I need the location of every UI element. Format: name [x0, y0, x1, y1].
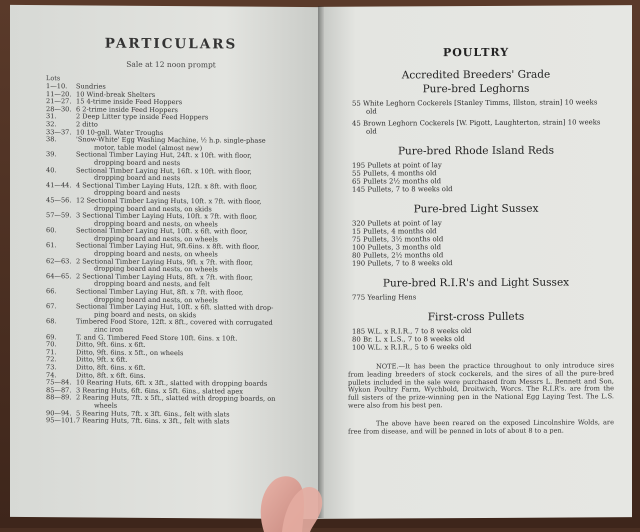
lot-description-continued: wheels [94, 401, 118, 410]
lot-description-continued: dropping board and nests, on wheels [94, 234, 218, 244]
lot-description-text: 6 2-trime inside Feed Hoppers [76, 105, 178, 114]
lot-description-text: 2 ditto [76, 120, 98, 129]
lot-description-text: Sundries [76, 82, 106, 91]
breed-heading: Pure-bred Rhode Island Reds [397, 144, 555, 158]
lot-description-text: 2 Sectional Timber Laying Huts, 9ft. x 7ft. with floor, [76, 257, 253, 267]
stock-entry [352, 292, 614, 301]
stock-entry [352, 98, 614, 115]
rearing-note: The above have been reared on the exposed Lincolnshire Wolds, are free from disease, and will be penned in lots of about 8 to a pen. [348, 418, 614, 436]
stock-entry-text: 45 Brown Leghorn Cockerels [W. Pigott, Laughterton, strain] 10 weeks [352, 118, 601, 128]
lots-column-header: Lots [46, 74, 61, 83]
stock-entry-text: 775 Yearling Hens [352, 293, 417, 302]
lot-description-text: 12 Sectional Timber Laying Huts, 10ft. x 7ft. with floor, [76, 196, 262, 206]
lot-number: 32. [46, 120, 57, 129]
breeding-note: NOTE.—It has been the practice throughout to only introduce sires from leading breeders of stock cockerels, and the sires of all the pure-bred pullets included in the sale were purchased from Messrs L. Bennett and Son, Wykon Poultry Farm, Wychbold, Droitwich, Worcs. The R.I.R's. are from the full sisters of the prize-winning pen in the National Egg Laying Test. The L.S. were also from his best pen. [348, 361, 614, 410]
lot-number: 75—84. [46, 378, 72, 387]
lot-number: 70. [46, 340, 57, 349]
particulars-title: PARTICULARS [104, 35, 238, 53]
lot-number: 31. [46, 112, 57, 121]
lot-description-text: 2 Deep Litter type inside Feed Hoppers [76, 112, 209, 122]
stock-entry [352, 118, 614, 135]
stock-entry-continued: old [366, 127, 377, 136]
lot-description-text: 3 Sectional Timber Laying Huts, 10ft. x 7ft. with floor, [76, 211, 258, 221]
breed-heading: Pure-bred Leghorns [422, 82, 530, 96]
stock-entry-text: 80 Pullets, 2½ months old [352, 251, 444, 260]
lot-number: 85—87. [46, 385, 72, 395]
lot-description-continued: dropping board and nests, on wheels [94, 295, 218, 305]
lot-number: 21—27. [46, 97, 72, 106]
holding-finger [244, 468, 332, 532]
stock-entry-continued: old [366, 107, 377, 116]
lot-description-text: 10 Rearing Huts, 6ft. x 3ft., slatted with dropping boards [76, 378, 268, 388]
poultry-sections [338, 82, 614, 351]
stock-entry-text: 55 Pullets, 4 months old [352, 169, 437, 178]
lot-number: 45—56. [46, 196, 72, 205]
lot-number: 11—20. [46, 89, 72, 98]
open-booklet [10, 6, 632, 518]
lot-description-continued: dropping board and nests [94, 173, 181, 183]
lot-number: 68. [46, 317, 57, 326]
lot-description-text: Sectional Timber Laying Hut, 9ft.6ins. x 8ft. with floor, [76, 241, 260, 252]
lot-number: 66. [46, 287, 57, 296]
lot-description-text: Sectional Timber Laying Hut, 10ft. x 6ft. slatted with drop- [76, 302, 274, 312]
lot-description-continued: dropping board and nests [94, 188, 181, 198]
breed-heading: First-cross Pullets [427, 310, 525, 324]
breed-heading: Pure-bred R.I.R's and Light Sussex [382, 276, 570, 290]
lot-number: 90—94. [46, 408, 72, 417]
lot-number: 67. [46, 302, 57, 311]
lot-description-text: Sectional Timber Laying Hut, 10ft. x 6ft. with floor, [76, 226, 248, 236]
lot-number: 39. [46, 150, 57, 159]
stock-entry-text: 75 Pullets, 3½ months old [352, 235, 444, 244]
lot-description-text: 15 4-trime inside Feed Hoppers [76, 97, 183, 107]
left-page-particulars [10, 5, 318, 519]
lot-description-text: 3 Rearing Huts, 6ft. 6ins. x 5ft. 6ins., slatted apex [76, 386, 243, 396]
stock-entry-text: 195 Pullets at point of lay [352, 161, 442, 170]
booklet-spine [318, 6, 324, 518]
lot-number: 41—44. [46, 180, 72, 190]
lot-description-text: 'Snow-White' Egg Washing Machine, ½ h.p. single-phase [76, 135, 266, 145]
stock-entry-text: 320 Pullets at point of lay [352, 219, 442, 228]
lot-description-continued: dropping board and nests, on wheels [94, 264, 218, 274]
stock-entry-text: 145 Pullets, 7 to 8 weeks old [352, 185, 453, 194]
lot-number: 28—30. [46, 104, 72, 114]
lot-description-text: 7 Rearing Huts, 7ft. 6ins. x 3ft., felt with slats [76, 416, 230, 426]
stock-entry-text: 185 W.L. x R.I.R., 7 to 8 weeks old [352, 327, 472, 336]
lot-description-continued: dropping board and nests [94, 158, 181, 168]
stock-entry [352, 184, 614, 193]
stock-entry-text: 100 Pullets, 3 months old [352, 243, 441, 252]
lot-number: 40. [46, 165, 57, 174]
lot-description-continued: dropping board and nests, on wheels [94, 219, 218, 229]
lot-description-text: Ditto, 9ft. x 6ft. [76, 355, 128, 365]
sale-time-note: Sale at 12 noon prompt [126, 59, 216, 70]
stock-entry [352, 342, 614, 351]
lot-description-continued: zinc iron [94, 325, 124, 334]
lot-description-text: Ditto, 9ft. 6ins. x 5ft., on wheels [76, 348, 184, 357]
lot-number: 73. [46, 363, 57, 372]
lot-number: 61. [46, 241, 57, 250]
lot-number: 88—89. [46, 393, 72, 402]
right-page-poultry [318, 5, 632, 519]
lot-description-text: Ditto, 9ft. 6ins. x 6ft. [76, 340, 146, 350]
lot-number: 64—65. [46, 272, 72, 281]
lot-description-text: 4 Sectional Timber Laying Huts, 12ft. x 8ft. with floor, [76, 181, 258, 191]
stock-entry-text: 65 Pullets 2½ months old [352, 177, 442, 186]
lot-description-text: 10 Wind-break Shelters [76, 89, 156, 99]
lot-description-text: T. and G. Timbered Feed Store 10ft. 6ins. x 10ft. [76, 332, 238, 343]
lot-description-continued: motor, table model (almost new) [94, 143, 203, 153]
stock-entry-text: 15 Pullets, 4 months old [352, 227, 437, 236]
lot-description-continued: dropping board and nests, on skids [94, 204, 212, 213]
lot-number: 57—59. [46, 211, 72, 220]
stock-entry-text: 80 Br. L. x L.S., 7 to 8 weeks old [352, 335, 465, 344]
lot-description-text: Sectional Timber Laying Hut, 16ft. x 10ft. with floor, [76, 165, 252, 176]
breeders-grade: Accredited Breeders' Grade [401, 68, 551, 82]
lot-description-continued: ping board and nests, on skids [94, 310, 197, 320]
lot-description-text: Sectional Timber Laying Hut, 24ft. x 10ft. with floor, [76, 150, 252, 160]
lot-number: 74. [46, 370, 57, 379]
lot-list [38, 83, 304, 427]
lot-description-continued: dropping board and nests, on wheels [94, 249, 218, 259]
breed-heading: Pure-bred Light Sussex [413, 202, 539, 216]
lot-number: 95—101. [46, 416, 76, 425]
lot-number: 62—63. [46, 256, 72, 266]
lot-description-text: Timbered Food Store, 12ft. x 8ft., covered with corrugated [76, 317, 273, 328]
lot-description-text: 2 Rearing Huts, 7ft. x 5ft., slatted with dropping boards, on [76, 393, 276, 404]
lot-description-text: 2 Sectional Timber Laying Huts, 8ft. x 7ft. with floor, [76, 272, 253, 282]
lot-row [38, 417, 304, 426]
lot-number: 72. [46, 355, 57, 364]
poultry-title: POULTRY [442, 45, 510, 60]
lot-number: 69. [46, 332, 57, 341]
lot-description-continued: dropping board and nests, and felt [94, 279, 210, 289]
lot-description-text: Ditto, 8ft. x 6ft. 6ins. [76, 370, 146, 380]
lot-number: 60. [46, 226, 57, 235]
lot-number: 1—10. [46, 82, 68, 91]
stock-entry-text: 100 W.L. x R.I.R., 5 to 6 weeks old [352, 343, 472, 352]
lot-description-text: 5 Rearing Huts, 7ft. x 3ft. 6ins., felt with slats [76, 408, 230, 418]
lot-description-text: 10 10-gall. Water Troughs [76, 127, 164, 137]
stock-entry-text: 190 Pullets, 7 to 8 weeks old [352, 259, 453, 268]
stock-entry-text: 55 White Leghorn Cockerels [Stanley Timms, Illston, strain] 10 weeks [352, 98, 598, 108]
lot-number: 38. [46, 135, 57, 144]
lot-number: 33—37. [46, 127, 72, 136]
lot-description-text: Ditto, 8ft. 6ins. x 6ft. [76, 363, 146, 372]
lot-description-text: Sectional Timber Laying Hut, 8ft. x 7ft. with floor, [76, 287, 244, 297]
stock-entry [352, 258, 614, 267]
lot-number: 71. [46, 347, 57, 357]
lot-description [76, 418, 304, 427]
